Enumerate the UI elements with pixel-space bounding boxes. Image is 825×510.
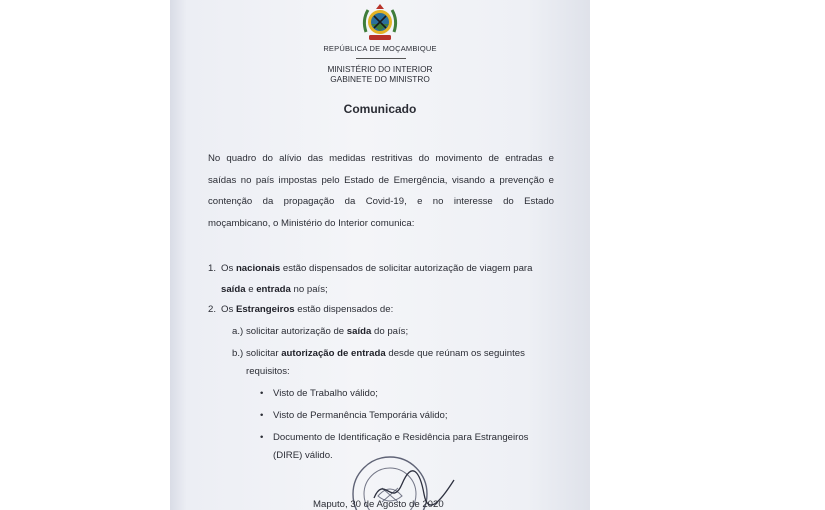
sub-item-label: b.) bbox=[232, 348, 244, 359]
intro-line: moçambicano, o Ministério do Interior comunica: bbox=[208, 217, 415, 229]
document-page bbox=[170, 0, 590, 510]
sub-item-label: a.) bbox=[232, 326, 244, 337]
ministry-name: MINISTÉRIO DO INTERIOR bbox=[327, 64, 433, 74]
intro-paragraph bbox=[208, 148, 554, 234]
sub-item-b-text-2: requisitos: bbox=[246, 366, 290, 377]
mozambique-emblem-icon bbox=[360, 2, 400, 44]
place-date: Maputo, 30 de Agosto de 2020 bbox=[313, 499, 444, 510]
item-1-line-2: saída e entrada no país; bbox=[221, 284, 328, 295]
office-name: GABINETE DO MINISTRO bbox=[330, 74, 430, 84]
item-number: 1. bbox=[208, 263, 217, 274]
divider bbox=[356, 58, 406, 59]
requirement-item: Visto de Permanência Temporária válido; bbox=[273, 410, 448, 421]
republic-name: REPÚBLICA DE MOÇAMBIQUE bbox=[323, 44, 437, 53]
ministry-header bbox=[170, 64, 590, 84]
requirement-item: Visto de Trabalho válido; bbox=[273, 388, 378, 399]
item-number: 2. bbox=[208, 304, 217, 315]
requirement-item: (DIRE) válido. bbox=[273, 450, 333, 461]
intro-line: contenção da propagação da Covid-19, e no interesse do Estado bbox=[208, 196, 554, 207]
requirement-item: Documento de Identificação e Residência para Estrangeiros bbox=[273, 432, 529, 443]
sub-item-a-text: solicitar autorização de saída do país; bbox=[246, 326, 409, 337]
bullet-icon: • bbox=[260, 432, 264, 443]
item-1-line-1: Os nacionais estão dispensados de solicitar autorização de viagem para bbox=[221, 263, 533, 274]
bullet-icon: • bbox=[260, 388, 264, 399]
intro-line: No quadro do alívio das medidas restritivas do movimento de entradas e bbox=[208, 153, 554, 164]
sub-item-b-text: solicitar autorização de entrada desde que reúnam os seguintes bbox=[246, 348, 525, 359]
document-title: Comunicado bbox=[343, 102, 417, 116]
bullet-icon: • bbox=[260, 410, 264, 421]
intro-line: saídas no país impostas pelo Estado de Emergência, visando a prevenção e bbox=[208, 174, 554, 186]
item-2-line: Os Estrangeiros estão dispensados de: bbox=[221, 304, 394, 315]
